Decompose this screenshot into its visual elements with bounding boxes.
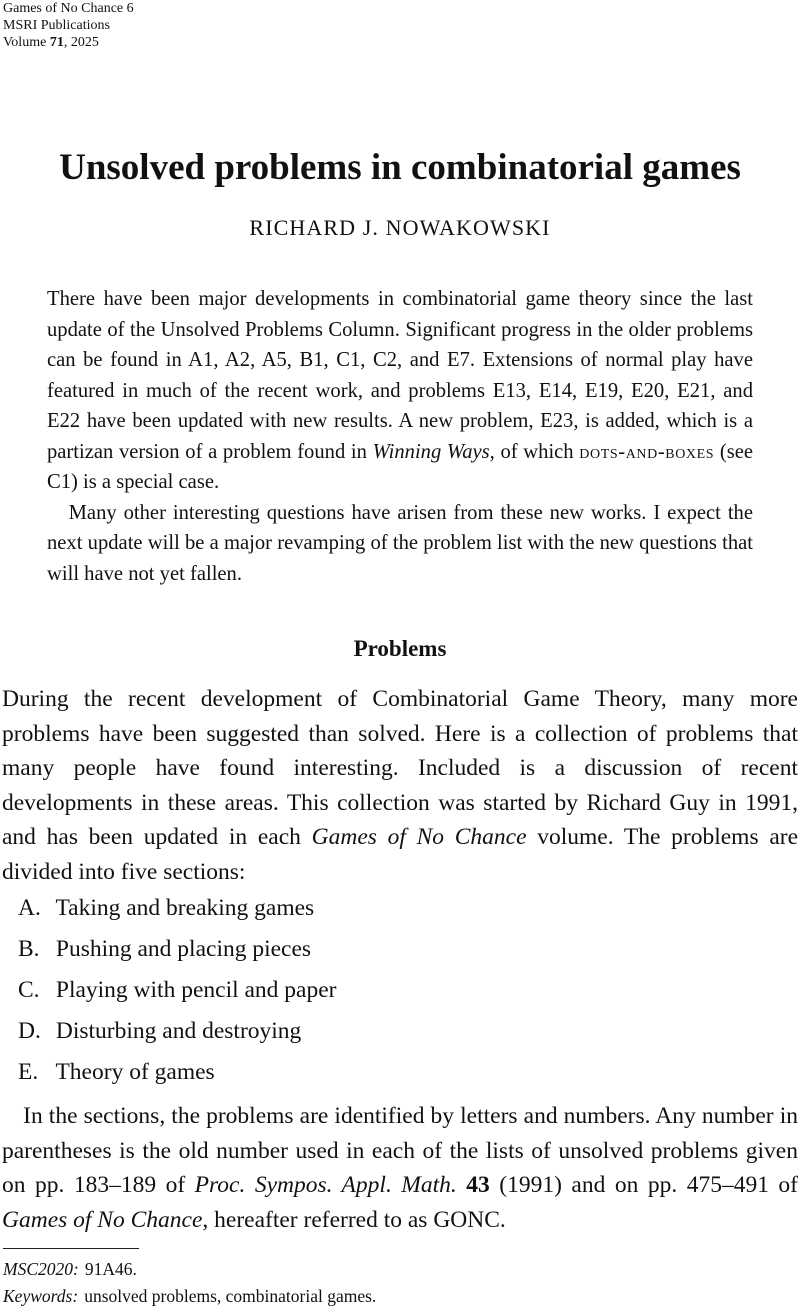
volume-line — [3, 34, 134, 51]
list-item-text: Disturbing and destroying — [55, 1018, 302, 1044]
body-text: (1991) and on pp. 475–491 of — [489, 1172, 799, 1198]
list-item-text: Pushing and placing pieces — [55, 936, 312, 962]
list-item-text: Theory of games — [55, 1059, 215, 1085]
book-title-winning-ways: Winning Ways — [372, 440, 490, 463]
list-item-label: B. — [18, 936, 40, 962]
body-text: In the sections, the problems are identified by letters and numbers. Any number in parentheses is the old number used in each of the lists of unsolved problems given on pp. 183–189 of — [2, 1103, 798, 1198]
body-text — [457, 1172, 467, 1198]
list-item — [18, 929, 337, 970]
book-title-gonc: Games of No Chance — [311, 824, 527, 850]
msc-key: MSC2020: — [3, 1259, 79, 1279]
abstract-text: (see C1) is a special case. — [47, 440, 754, 493]
abstract-text: There have been major developments in combinatorial game theory since the last update of the Unsolved Problems Column. Significant progress in the older problems can be found in A1, A2, A5, B1, C1, C2, and E7. Extensions of normal play have featured in much of the recent work, and problems E13, E14, E19, E20, E21, and E22 have been updated with new results. A new problem, E23, is added, which is a partizan version of a problem found in — [47, 288, 753, 463]
body-text: , hereafter referred to as GONC. — [202, 1206, 506, 1233]
paper-title: Unsolved problems in combinatorial games — [59, 147, 741, 188]
list-item — [18, 1011, 337, 1052]
section-heading-problems: Problems — [353, 636, 447, 661]
series-name: Games of No Chance 6 — [3, 1, 134, 16]
volume-prefix: Volume — [3, 35, 50, 50]
book-title-gonc-ref: Games of No Chance — [2, 1206, 203, 1233]
game-name-dots-and-boxes: dots-and-boxes — [579, 440, 715, 463]
list-item — [18, 1052, 337, 1093]
author-name: RICHARD J. NOWAKOWSKI — [249, 215, 551, 240]
sections-list — [18, 888, 337, 1093]
msc-line — [3, 1256, 376, 1283]
volume-suffix: , 2025 — [63, 35, 99, 50]
publisher: MSRI Publications — [3, 18, 110, 33]
running-header — [3, 0, 134, 51]
abstract-paragraph-1 — [47, 284, 753, 498]
body-text: During the recent development of Combinatorial Game Theory, many more problems have been suggested than solved. Here is a collection of problems that many people have found interesting. Included is a discussion of recent developments in these areas. This collection was started by Richard Guy in 1991, and has been updated in each — [2, 686, 798, 850]
list-item-label: E. — [18, 1059, 39, 1085]
list-item-label: A. — [18, 895, 41, 921]
abstract-text: , of which — [489, 440, 580, 463]
abstract — [47, 284, 753, 589]
keywords-value: unsolved problems, combinatorial games. — [84, 1286, 377, 1306]
body-paragraph-1 — [2, 682, 798, 889]
volume-number: 71 — [49, 35, 64, 50]
abstract-paragraph-2: Many other interesting questions have arisen from these new works. I expect the next update will be a major revamping of the problem list with the new questions that will have not yet fallen. — [47, 501, 753, 585]
list-item — [18, 888, 337, 929]
list-item — [18, 970, 337, 1011]
keywords-key: Keywords: — [3, 1286, 79, 1306]
body-paragraph-2 — [2, 1099, 798, 1237]
keywords-line — [3, 1283, 376, 1310]
footnote-divider — [3, 1248, 139, 1249]
body-text: volume. The problems are divided into five sections: — [2, 824, 799, 885]
journal-volume: 43 — [466, 1172, 490, 1198]
list-item-text: Playing with pencil and paper — [55, 977, 337, 1003]
footnotes — [3, 1256, 376, 1310]
msc-value: 91A46. — [84, 1259, 137, 1279]
list-item-label: C. — [18, 977, 40, 1003]
list-item-label: D. — [18, 1018, 41, 1044]
journal-title: Proc. Sympos. Appl. Math. — [194, 1172, 457, 1198]
list-item-text: Taking and breaking games — [55, 895, 315, 921]
